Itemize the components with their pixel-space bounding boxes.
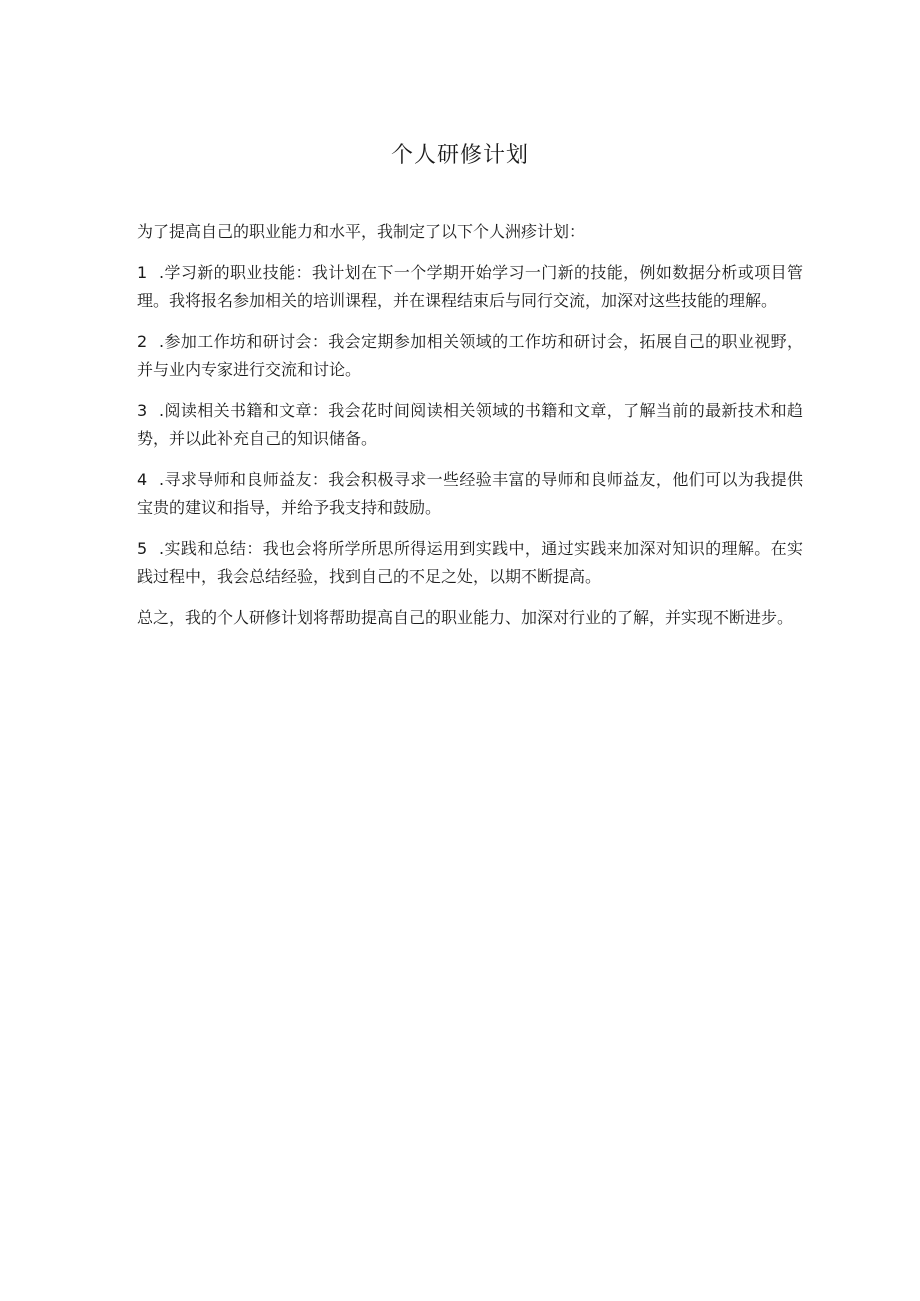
- list-item: [137, 397, 803, 453]
- list-item: [137, 259, 803, 315]
- conclusion-paragraph: 总之，我的个人研修计划将帮助提高自己的职业能力、加深对行业的了解，并实现不断进步。: [137, 608, 794, 627]
- list-item-text: .阅读相关书籍和文章：我会花时间阅读相关领域的书籍和文章，了解当前的最新技术和趋势，并以此补充自己的知识储备。: [137, 401, 803, 448]
- document-body: [137, 218, 803, 645]
- list-item-number: 3: [137, 401, 148, 420]
- document-title: 个人研修计划: [390, 143, 529, 168]
- list-item: [137, 328, 803, 384]
- list-item-text: .参加工作坊和研讨会：我会定期参加相关领域的工作坊和研讨会，拓展自己的职业视野，并与业内专家进行交流和讨论。: [137, 332, 803, 379]
- intro-paragraph: 为了提高自己的职业能力和水平，我制定了以下个人洲疹计划：: [137, 222, 586, 241]
- list-item-number: 1: [137, 263, 148, 282]
- list-item-number: 2: [137, 332, 148, 351]
- list-item: [137, 466, 803, 522]
- list-item-text: .实践和总结：我也会将所学所思所得运用到实践中，通过实践来加深对知识的理解。在实践过程中，我会总结经验，找到自己的不足之处，以期不断提高。: [137, 539, 803, 586]
- list-item-text: .学习新的职业技能：我计划在下一个学期开始学习一门新的技能，例如数据分析或项目管理。我将报名参加相关的培训课程，并在课程结束后与同行交流，加深对这些技能的理解。: [137, 263, 803, 310]
- list-item: [137, 535, 803, 591]
- list-item-number: 5: [137, 539, 148, 558]
- list-item-text: .寻求导师和良师益友：我会积极寻求一些经验丰富的导师和良师益友，他们可以为我提供宝贵的建议和指导，并给予我支持和鼓励。: [137, 470, 803, 517]
- list-item-number: 4: [137, 470, 148, 489]
